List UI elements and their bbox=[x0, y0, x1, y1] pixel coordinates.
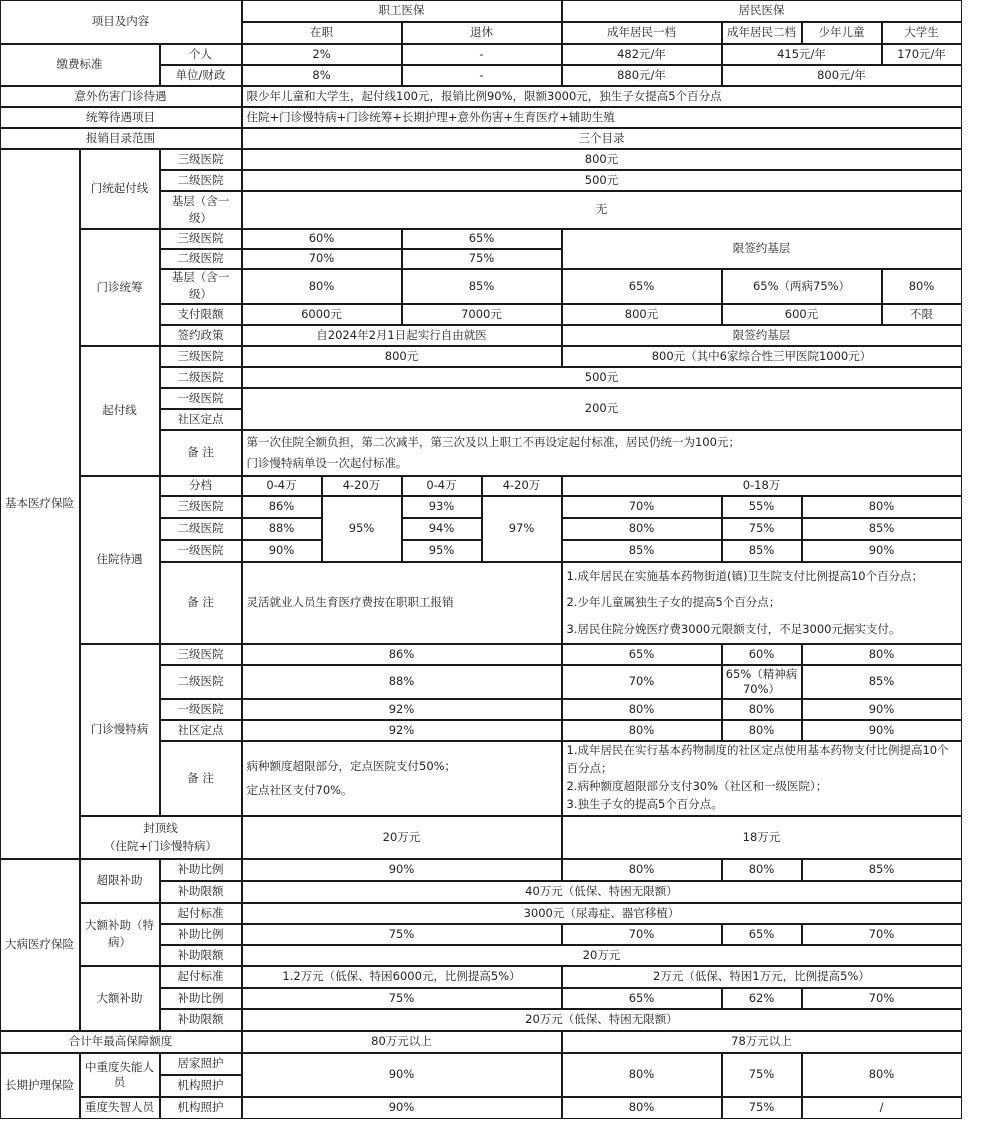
inpatient-tier1-adult2: 85% bbox=[722, 540, 802, 562]
op-pool-resident-note: 限签约基层 bbox=[562, 229, 962, 269]
deductible-tier1-community-value: 200元 bbox=[242, 388, 962, 430]
special-ratio-child-student: 70% bbox=[802, 924, 962, 945]
special-ratio-adult2: 65% bbox=[722, 924, 802, 945]
chronic-community-child-student: 90% bbox=[802, 720, 962, 741]
op-pool-tier2-in-service: 70% bbox=[242, 249, 402, 269]
deductible-tier3-resident: 800元（其中6家综合性三甲医院1000元） bbox=[562, 346, 962, 367]
inpatient-note-label: 备 注 bbox=[160, 562, 242, 644]
op-pool-limit-adult2-child: 600元 bbox=[722, 304, 882, 325]
ltc-dementia-label: 重度失智人员 bbox=[80, 1097, 160, 1119]
special-start-label: 起付标准 bbox=[160, 903, 242, 924]
annual-max-employee: 80万元以上 bbox=[242, 1031, 562, 1053]
ltc-dementia-child-student: / bbox=[802, 1097, 962, 1119]
large-ratio-child-student: 70% bbox=[802, 988, 962, 1009]
special-ratio-adult1: 70% bbox=[562, 924, 722, 945]
deductible-tier2-value: 500元 bbox=[242, 367, 962, 388]
chronic-tier2-child-student: 85% bbox=[802, 665, 962, 699]
large-limit-label: 补助限额 bbox=[160, 1009, 242, 1031]
contribution-employer-in-service: 8% bbox=[242, 65, 402, 86]
contribution-employer-label: 单位/财政 bbox=[160, 65, 242, 86]
op-pool-primary-adult2-child: 65%（两病75%） bbox=[722, 269, 882, 304]
ltc-institution-care-label: 机构照护 bbox=[160, 1075, 242, 1097]
chronic-community-employee: 92% bbox=[242, 720, 562, 741]
chronic-tier3-child-student: 80% bbox=[802, 644, 962, 665]
inpatient-band-retired-1: 0-4万 bbox=[402, 476, 482, 496]
op-pool-limit-retired: 7000元 bbox=[402, 304, 562, 325]
inpatient-tier1-label: 一级医院 bbox=[160, 540, 242, 562]
op-pool-primary-adult1: 65% bbox=[562, 269, 722, 304]
contribution-employer-adult1: 880元/年 bbox=[562, 65, 722, 86]
inpatient-band-in-service-1: 0-4万 bbox=[242, 476, 322, 496]
header-employee-insurance: 职工医保 bbox=[242, 0, 562, 22]
chronic-community-adult1: 80% bbox=[562, 720, 722, 741]
overlimit-label: 超限补助 bbox=[80, 859, 160, 903]
contribution-employer-retired: - bbox=[402, 65, 562, 86]
op-pool-tier3-in-service: 60% bbox=[242, 229, 402, 249]
header-resident-insurance: 居民医保 bbox=[562, 0, 962, 22]
chronic-tier2-employee: 88% bbox=[242, 665, 562, 699]
inpatient-tier3-retired: 93% bbox=[402, 496, 482, 518]
large-subsidy-label: 大额补助 bbox=[80, 966, 160, 1031]
overlimit-ratio-adult2: 80% bbox=[722, 859, 802, 881]
deductible-tier1-label: 一级医院 bbox=[160, 388, 242, 409]
ltc-label: 长期护理保险 bbox=[0, 1053, 80, 1119]
inpatient-tier2-label: 二级医院 bbox=[160, 518, 242, 540]
chronic-community-adult2: 80% bbox=[722, 720, 802, 741]
ltc-dementia-adult2: 75% bbox=[722, 1097, 802, 1119]
inpatient-tier1-retired: 95% bbox=[402, 540, 482, 562]
chronic-tier2-adult2: 65%（精神病70%） bbox=[722, 665, 802, 699]
op-pool-primary-student: 80% bbox=[882, 269, 962, 304]
header-item: 项目及内容 bbox=[0, 0, 242, 44]
basic-insurance-label: 基本医疗保险 bbox=[0, 149, 80, 859]
overlimit-limit-label: 补助限额 bbox=[160, 881, 242, 903]
op-pool-limit-label: 支付限额 bbox=[160, 304, 242, 325]
contribution-label: 缴费标准 bbox=[0, 44, 160, 86]
op-deductible-tier2-label: 二级医院 bbox=[160, 170, 242, 191]
chronic-tier2-adult1: 70% bbox=[562, 665, 722, 699]
chronic-note-employee: 病种额度超限部分，定点医院支付50%； 定点社区支付70%。 bbox=[242, 741, 562, 816]
special-ratio-employee: 75% bbox=[242, 924, 562, 945]
contribution-personal-label: 个人 bbox=[160, 44, 242, 65]
cap-label: 封顶线 （住院+门诊慢特病） bbox=[80, 816, 242, 859]
inpatient-tier1-adult1: 85% bbox=[562, 540, 722, 562]
op-pool-limit-in-service: 6000元 bbox=[242, 304, 402, 325]
inpatient-tier2-adult1: 80% bbox=[562, 518, 722, 540]
chronic-tier1-employee: 92% bbox=[242, 699, 562, 720]
special-ratio-label: 补助比例 bbox=[160, 924, 242, 945]
overlimit-ratio-employee: 90% bbox=[242, 859, 562, 881]
critical-insurance-label: 大病医疗保险 bbox=[0, 859, 80, 1031]
pooled-items-value: 住院+门诊慢特病+门诊统筹+长期护理+意外伤害+生育医疗+辅助生殖 bbox=[242, 107, 962, 128]
contribution-personal-student: 170元/年 bbox=[882, 44, 962, 65]
op-pool-limit-adult1: 800元 bbox=[562, 304, 722, 325]
large-ratio-adult1: 65% bbox=[562, 988, 722, 1009]
inpatient-label: 住院待遇 bbox=[80, 476, 160, 644]
inpatient-band-retired-2: 4-20万 bbox=[482, 476, 562, 496]
header-student: 大学生 bbox=[882, 22, 962, 44]
overlimit-ratio-adult1: 80% bbox=[562, 859, 722, 881]
op-pool-tier2-label: 二级医院 bbox=[160, 249, 242, 269]
chronic-tier3-adult2: 60% bbox=[722, 644, 802, 665]
overlimit-ratio-label: 补助比例 bbox=[160, 859, 242, 881]
op-pool-policy-employee: 自2024年2月1日起实行自由就医 bbox=[242, 325, 562, 346]
op-deductible-tier2-value: 500元 bbox=[242, 170, 962, 191]
chronic-tier1-child-student: 90% bbox=[802, 699, 962, 720]
catalog-label: 报销目录范围 bbox=[0, 128, 242, 149]
header-in-service: 在职 bbox=[242, 22, 402, 44]
op-pool-tier3-retired: 65% bbox=[402, 229, 562, 249]
contribution-employer-adult2-child-student: 800元/年 bbox=[722, 65, 962, 86]
large-ratio-label: 补助比例 bbox=[160, 988, 242, 1009]
deductible-community-label: 社区定点 bbox=[160, 409, 242, 430]
ltc-moderate-employee: 90% bbox=[242, 1053, 562, 1097]
ltc-dementia-institution-label: 机构照护 bbox=[160, 1097, 242, 1119]
chronic-tier1-adult2: 80% bbox=[722, 699, 802, 720]
deductible-tier3-employee: 800元 bbox=[242, 346, 562, 367]
header-child: 少年儿童 bbox=[802, 22, 882, 44]
chronic-tier1-adult1: 80% bbox=[562, 699, 722, 720]
chronic-note-label: 备 注 bbox=[160, 741, 242, 816]
op-pool-primary-retired: 85% bbox=[402, 269, 562, 304]
op-pool-label: 门诊统筹 bbox=[80, 229, 160, 346]
op-deductible-primary-label: 基层（含一级） bbox=[160, 191, 242, 229]
ltc-home-care-label: 居家照护 bbox=[160, 1053, 242, 1075]
annual-max-resident: 78万元以上 bbox=[562, 1031, 962, 1053]
chronic-tier1-label: 一级医院 bbox=[160, 699, 242, 720]
inpatient-tier2-adult2: 75% bbox=[722, 518, 802, 540]
op-pool-policy-label: 签约政策 bbox=[160, 325, 242, 346]
header-adult-tier1: 成年居民一档 bbox=[562, 22, 722, 44]
catalog-value: 三个目录 bbox=[242, 128, 962, 149]
ltc-moderate-adult1: 80% bbox=[562, 1053, 722, 1097]
large-ratio-employee: 75% bbox=[242, 988, 562, 1009]
inpatient-tier3-adult1: 70% bbox=[562, 496, 722, 518]
large-start-resident: 2万元（低保、特困1万元，比例提高5%） bbox=[562, 966, 962, 988]
large-start-label: 起付标准 bbox=[160, 966, 242, 988]
header-retired: 退休 bbox=[402, 22, 562, 44]
contribution-personal-retired: - bbox=[402, 44, 562, 65]
chronic-label: 门诊慢特病 bbox=[80, 644, 160, 816]
chronic-community-label: 社区定点 bbox=[160, 720, 242, 741]
chronic-tier2-label: 二级医院 bbox=[160, 665, 242, 699]
overlimit-ratio-child-student: 85% bbox=[802, 859, 962, 881]
op-deductible-label: 门统起付线 bbox=[80, 149, 160, 229]
special-limit-value: 20万元 bbox=[242, 945, 962, 966]
inpatient-band-resident: 0-18万 bbox=[562, 476, 962, 496]
op-pool-policy-resident: 限签约基层 bbox=[562, 325, 962, 346]
large-start-employee: 1.2万元（低保、特困6000元，比例提高5%） bbox=[242, 966, 562, 988]
large-ratio-adult2: 62% bbox=[722, 988, 802, 1009]
contribution-personal-in-service: 2% bbox=[242, 44, 402, 65]
chronic-note-resident: 1.成年居民在实行基本药物制度的社区定点使用基本药物支付比例提高10个百分点； 2.病种额度超限部分支付30%（社区和一级医院）； 3.独生子女的提高5个百分点。 bbox=[562, 741, 962, 816]
chronic-tier3-adult1: 65% bbox=[562, 644, 722, 665]
ltc-moderate-label: 中重度失能人员 bbox=[80, 1053, 160, 1097]
pooled-items-label: 统筹待遇项目 bbox=[0, 107, 242, 128]
ltc-dementia-employee: 90% bbox=[242, 1097, 562, 1119]
large-limit-value: 20万元（低保、特困无限额） bbox=[242, 1009, 962, 1031]
inpatient-band-in-service-2: 4-20万 bbox=[322, 476, 402, 496]
inpatient-retired-high-band: 97% bbox=[482, 496, 562, 562]
inpatient-note-employee: 灵活就业人员生育医疗费按在职职工报销 bbox=[242, 562, 562, 644]
op-pool-primary-in-service: 80% bbox=[242, 269, 402, 304]
inpatient-tier3-label: 三级医院 bbox=[160, 496, 242, 518]
special-limit-label: 补助限额 bbox=[160, 945, 242, 966]
ltc-dementia-adult1: 80% bbox=[562, 1097, 722, 1119]
inpatient-tier3-in-service: 86% bbox=[242, 496, 322, 518]
chronic-tier3-label: 三级医院 bbox=[160, 644, 242, 665]
inpatient-in-service-high-band: 95% bbox=[322, 496, 402, 562]
op-pool-primary-label: 基层（含一级） bbox=[160, 269, 242, 304]
op-deductible-tier3-label: 三级医院 bbox=[160, 149, 242, 170]
inpatient-tier2-in-service: 88% bbox=[242, 518, 322, 540]
op-pool-tier3-label: 三级医院 bbox=[160, 229, 242, 249]
annual-max-label: 合计年最高保障额度 bbox=[0, 1031, 242, 1053]
header-adult-tier2: 成年居民二档 bbox=[722, 22, 802, 44]
overlimit-limit-value: 40万元（低保、特困无限额） bbox=[242, 881, 962, 903]
inpatient-band-label: 分档 bbox=[160, 476, 242, 496]
inpatient-tier1-in-service: 90% bbox=[242, 540, 322, 562]
op-deductible-tier3-value: 800元 bbox=[242, 149, 962, 170]
deductible-tier3-label: 三级医院 bbox=[160, 346, 242, 367]
ltc-moderate-adult2: 75% bbox=[722, 1053, 802, 1097]
ltc-moderate-child-student: 80% bbox=[802, 1053, 962, 1097]
inpatient-tier2-retired: 94% bbox=[402, 518, 482, 540]
inpatient-tier1-child-student: 90% bbox=[802, 540, 962, 562]
inpatient-tier3-adult2: 55% bbox=[722, 496, 802, 518]
special-start-value: 3000元（尿毒症、器官移植） bbox=[242, 903, 962, 924]
chronic-tier3-employee: 86% bbox=[242, 644, 562, 665]
inpatient-tier2-child-student: 85% bbox=[802, 518, 962, 540]
inpatient-tier3-child-student: 80% bbox=[802, 496, 962, 518]
cap-employee: 20万元 bbox=[242, 816, 562, 859]
op-deductible-primary-value: 无 bbox=[242, 191, 962, 229]
deductible-label: 起付线 bbox=[80, 346, 160, 476]
accident-outpatient-value: 限少年儿童和大学生，起付线100元，报销比例90%，限额3000元，独生子女提高5个百分点 bbox=[242, 86, 962, 107]
cap-resident: 18万元 bbox=[562, 816, 962, 859]
accident-outpatient-label: 意外伤害门诊待遇 bbox=[0, 86, 242, 107]
inpatient-note-resident: 1.成年居民在实施基本药物街道(镇)卫生院支付比例提高10个百分点； 2.少年儿童属独生子女的提高5个百分点； 3.居民住院分娩医疗费3000元限额支付，不足3000元据实支付。 bbox=[562, 562, 962, 644]
op-pool-limit-student: 不限 bbox=[882, 304, 962, 325]
deductible-note-label: 备 注 bbox=[160, 430, 242, 476]
deductible-note: 第一次住院全额负担，第二次减半，第三次及以上职工不再设定起付标准，居民仍统一为100元； 门诊慢特病单设一次起付标准。 bbox=[242, 430, 962, 476]
contribution-personal-adult1: 482元/年 bbox=[562, 44, 722, 65]
contribution-personal-adult2-child: 415元/年 bbox=[722, 44, 882, 65]
deductible-tier2-label: 二级医院 bbox=[160, 367, 242, 388]
special-disease-label: 大额补助（特病） bbox=[80, 903, 160, 966]
op-pool-tier2-retired: 75% bbox=[402, 249, 562, 269]
